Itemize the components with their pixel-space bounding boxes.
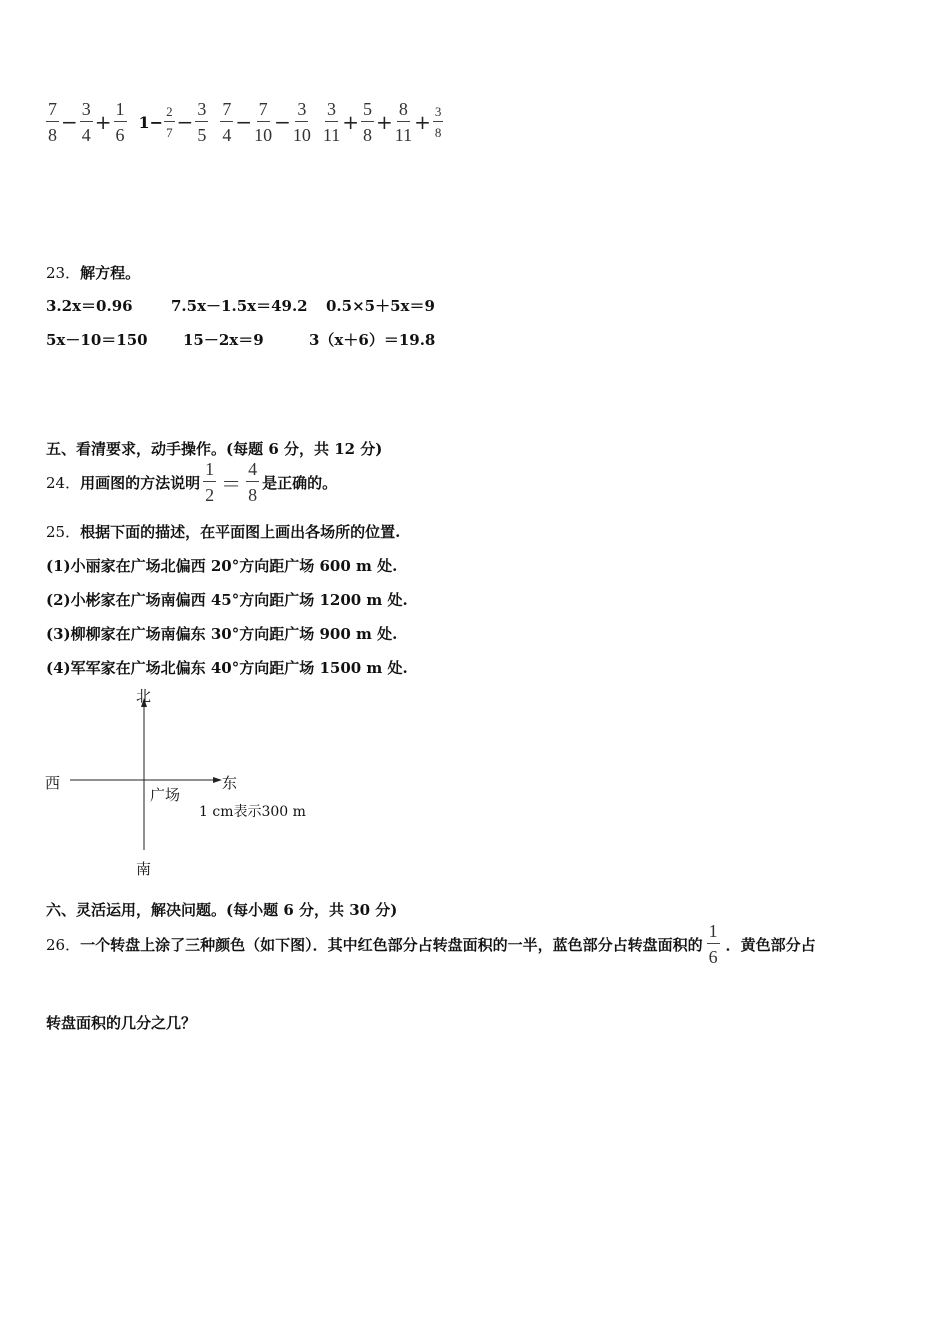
denominator: 8 bbox=[362, 125, 372, 145]
question-number: 24． bbox=[46, 473, 81, 492]
fraction: $\frac{4}{8}$ bbox=[248, 459, 258, 505]
numerator: 7 bbox=[46, 100, 59, 122]
expression-lead: 1− bbox=[138, 112, 164, 132]
scale-label: 1 cm表示300 m bbox=[199, 804, 306, 820]
operator: + bbox=[342, 110, 359, 134]
numerator: 7 bbox=[257, 100, 270, 122]
east-arrow-icon bbox=[213, 777, 222, 783]
equation: 3（x＋6）＝19.8 bbox=[309, 331, 436, 349]
fraction-expression bbox=[220, 100, 311, 144]
equals-sign: ＝ bbox=[221, 471, 242, 496]
numerator: 3 bbox=[295, 100, 308, 122]
q25-item-4: (4)军军家在广场北偏东 40°方向距广场 1500 m 处. bbox=[46, 659, 408, 677]
question-text: 根据下面的描述，在平面图上画出各场所的位置. bbox=[80, 523, 401, 541]
denominator: 8 bbox=[48, 125, 57, 145]
numerator: 3 bbox=[80, 100, 93, 122]
fraction-expression bbox=[323, 100, 443, 144]
question-number: 23． bbox=[46, 264, 81, 282]
denominator: 6 bbox=[115, 125, 125, 145]
equation: 7.5x－1.5x＝49.2 bbox=[171, 297, 308, 315]
fraction bbox=[433, 105, 444, 139]
operator: − bbox=[61, 110, 78, 134]
label-center-square: 广场 bbox=[150, 786, 181, 804]
operator: − bbox=[176, 110, 194, 134]
denominator: 5 bbox=[197, 125, 207, 145]
equation: 3.2x＝0.96 bbox=[46, 297, 133, 315]
numerator: 7 bbox=[220, 100, 233, 122]
q25-item-3: (3)柳柳家在广场南偏东 30°方向距广场 900 m 处. bbox=[46, 625, 398, 643]
fraction: $\frac{1}{2}$ bbox=[205, 459, 215, 505]
fraction bbox=[395, 100, 412, 144]
fraction-expression bbox=[46, 100, 127, 144]
denominator: 10 bbox=[292, 125, 311, 145]
numerator: 1 bbox=[114, 100, 127, 122]
operator: + bbox=[94, 110, 112, 134]
numerator: 3 bbox=[433, 105, 444, 122]
label-west: 西 bbox=[45, 774, 61, 792]
fraction bbox=[164, 105, 175, 139]
equation-row-2 bbox=[46, 329, 435, 350]
question-text: 解方程。 bbox=[80, 264, 141, 282]
question-26-line-2: 转盘面积的几分之几？ bbox=[46, 1014, 197, 1032]
fraction bbox=[80, 100, 93, 144]
denominator: 11 bbox=[322, 125, 341, 145]
fraction bbox=[361, 100, 374, 144]
fraction bbox=[46, 100, 59, 144]
question-text: 用画图的方法说明 bbox=[80, 473, 201, 492]
denominator: 7 bbox=[166, 125, 173, 140]
question-number: 25． bbox=[46, 523, 81, 541]
numerator: 3 bbox=[325, 100, 338, 122]
question-number: 26． bbox=[46, 935, 81, 954]
section-5-heading: 五、看清要求，动手操作。(每题 6 分，共 12 分) bbox=[46, 440, 383, 458]
denominator: 10 bbox=[254, 125, 273, 145]
q25-item-1: (1)小丽家在广场北偏西 20°方向距广场 600 m 处. bbox=[46, 557, 398, 575]
label-north: 北 bbox=[136, 687, 152, 705]
numerator: 8 bbox=[397, 100, 410, 122]
fraction bbox=[293, 100, 311, 144]
denominator: 8 bbox=[434, 125, 442, 140]
numerator: 3 bbox=[195, 100, 208, 122]
equation: 0.5×5＋5x＝9 bbox=[326, 297, 435, 315]
question-26 bbox=[46, 922, 816, 966]
fraction bbox=[114, 100, 127, 144]
question-text: 一个转盘上涂了三种颜色（如下图）．其中红色部分占转盘面积的一半，蓝色部分占转盘面积的 bbox=[80, 935, 703, 954]
equation-row-1 bbox=[46, 295, 435, 316]
denominator: 4 bbox=[81, 125, 91, 145]
direction-diagram bbox=[40, 680, 340, 880]
fraction-expression bbox=[139, 100, 209, 144]
operator: + bbox=[375, 110, 393, 134]
label-east: 东 bbox=[222, 774, 238, 792]
section-6-heading: 六、灵活运用，解决问题。(每小题 6 分，共 30 分) bbox=[46, 901, 398, 919]
fraction bbox=[195, 100, 208, 144]
question-23-title bbox=[46, 262, 140, 283]
question-25-title bbox=[46, 521, 400, 542]
equation: 5x－10＝150 bbox=[46, 331, 148, 349]
operator: + bbox=[414, 110, 431, 134]
denominator: 4 bbox=[222, 125, 232, 145]
equation: 15－2x＝9 bbox=[183, 331, 264, 349]
denominator: 11 bbox=[394, 125, 413, 145]
numerator: 2 bbox=[164, 105, 175, 122]
question-24 bbox=[46, 460, 337, 504]
fraction bbox=[254, 100, 272, 144]
fraction-expressions bbox=[46, 100, 455, 144]
question-text: ．黄色部分占 bbox=[725, 935, 816, 954]
q25-item-2: (2)小彬家在广场南偏西 45°方向距广场 1200 m 处. bbox=[46, 591, 408, 609]
numerator: 5 bbox=[361, 100, 374, 122]
label-south: 南 bbox=[136, 860, 152, 878]
operator: − bbox=[274, 110, 291, 134]
question-text: 是正确的。 bbox=[262, 473, 338, 492]
operator: − bbox=[235, 110, 253, 134]
fraction bbox=[323, 100, 340, 144]
fraction bbox=[220, 100, 233, 144]
fraction: $\frac{1}{6}$ bbox=[708, 921, 718, 967]
